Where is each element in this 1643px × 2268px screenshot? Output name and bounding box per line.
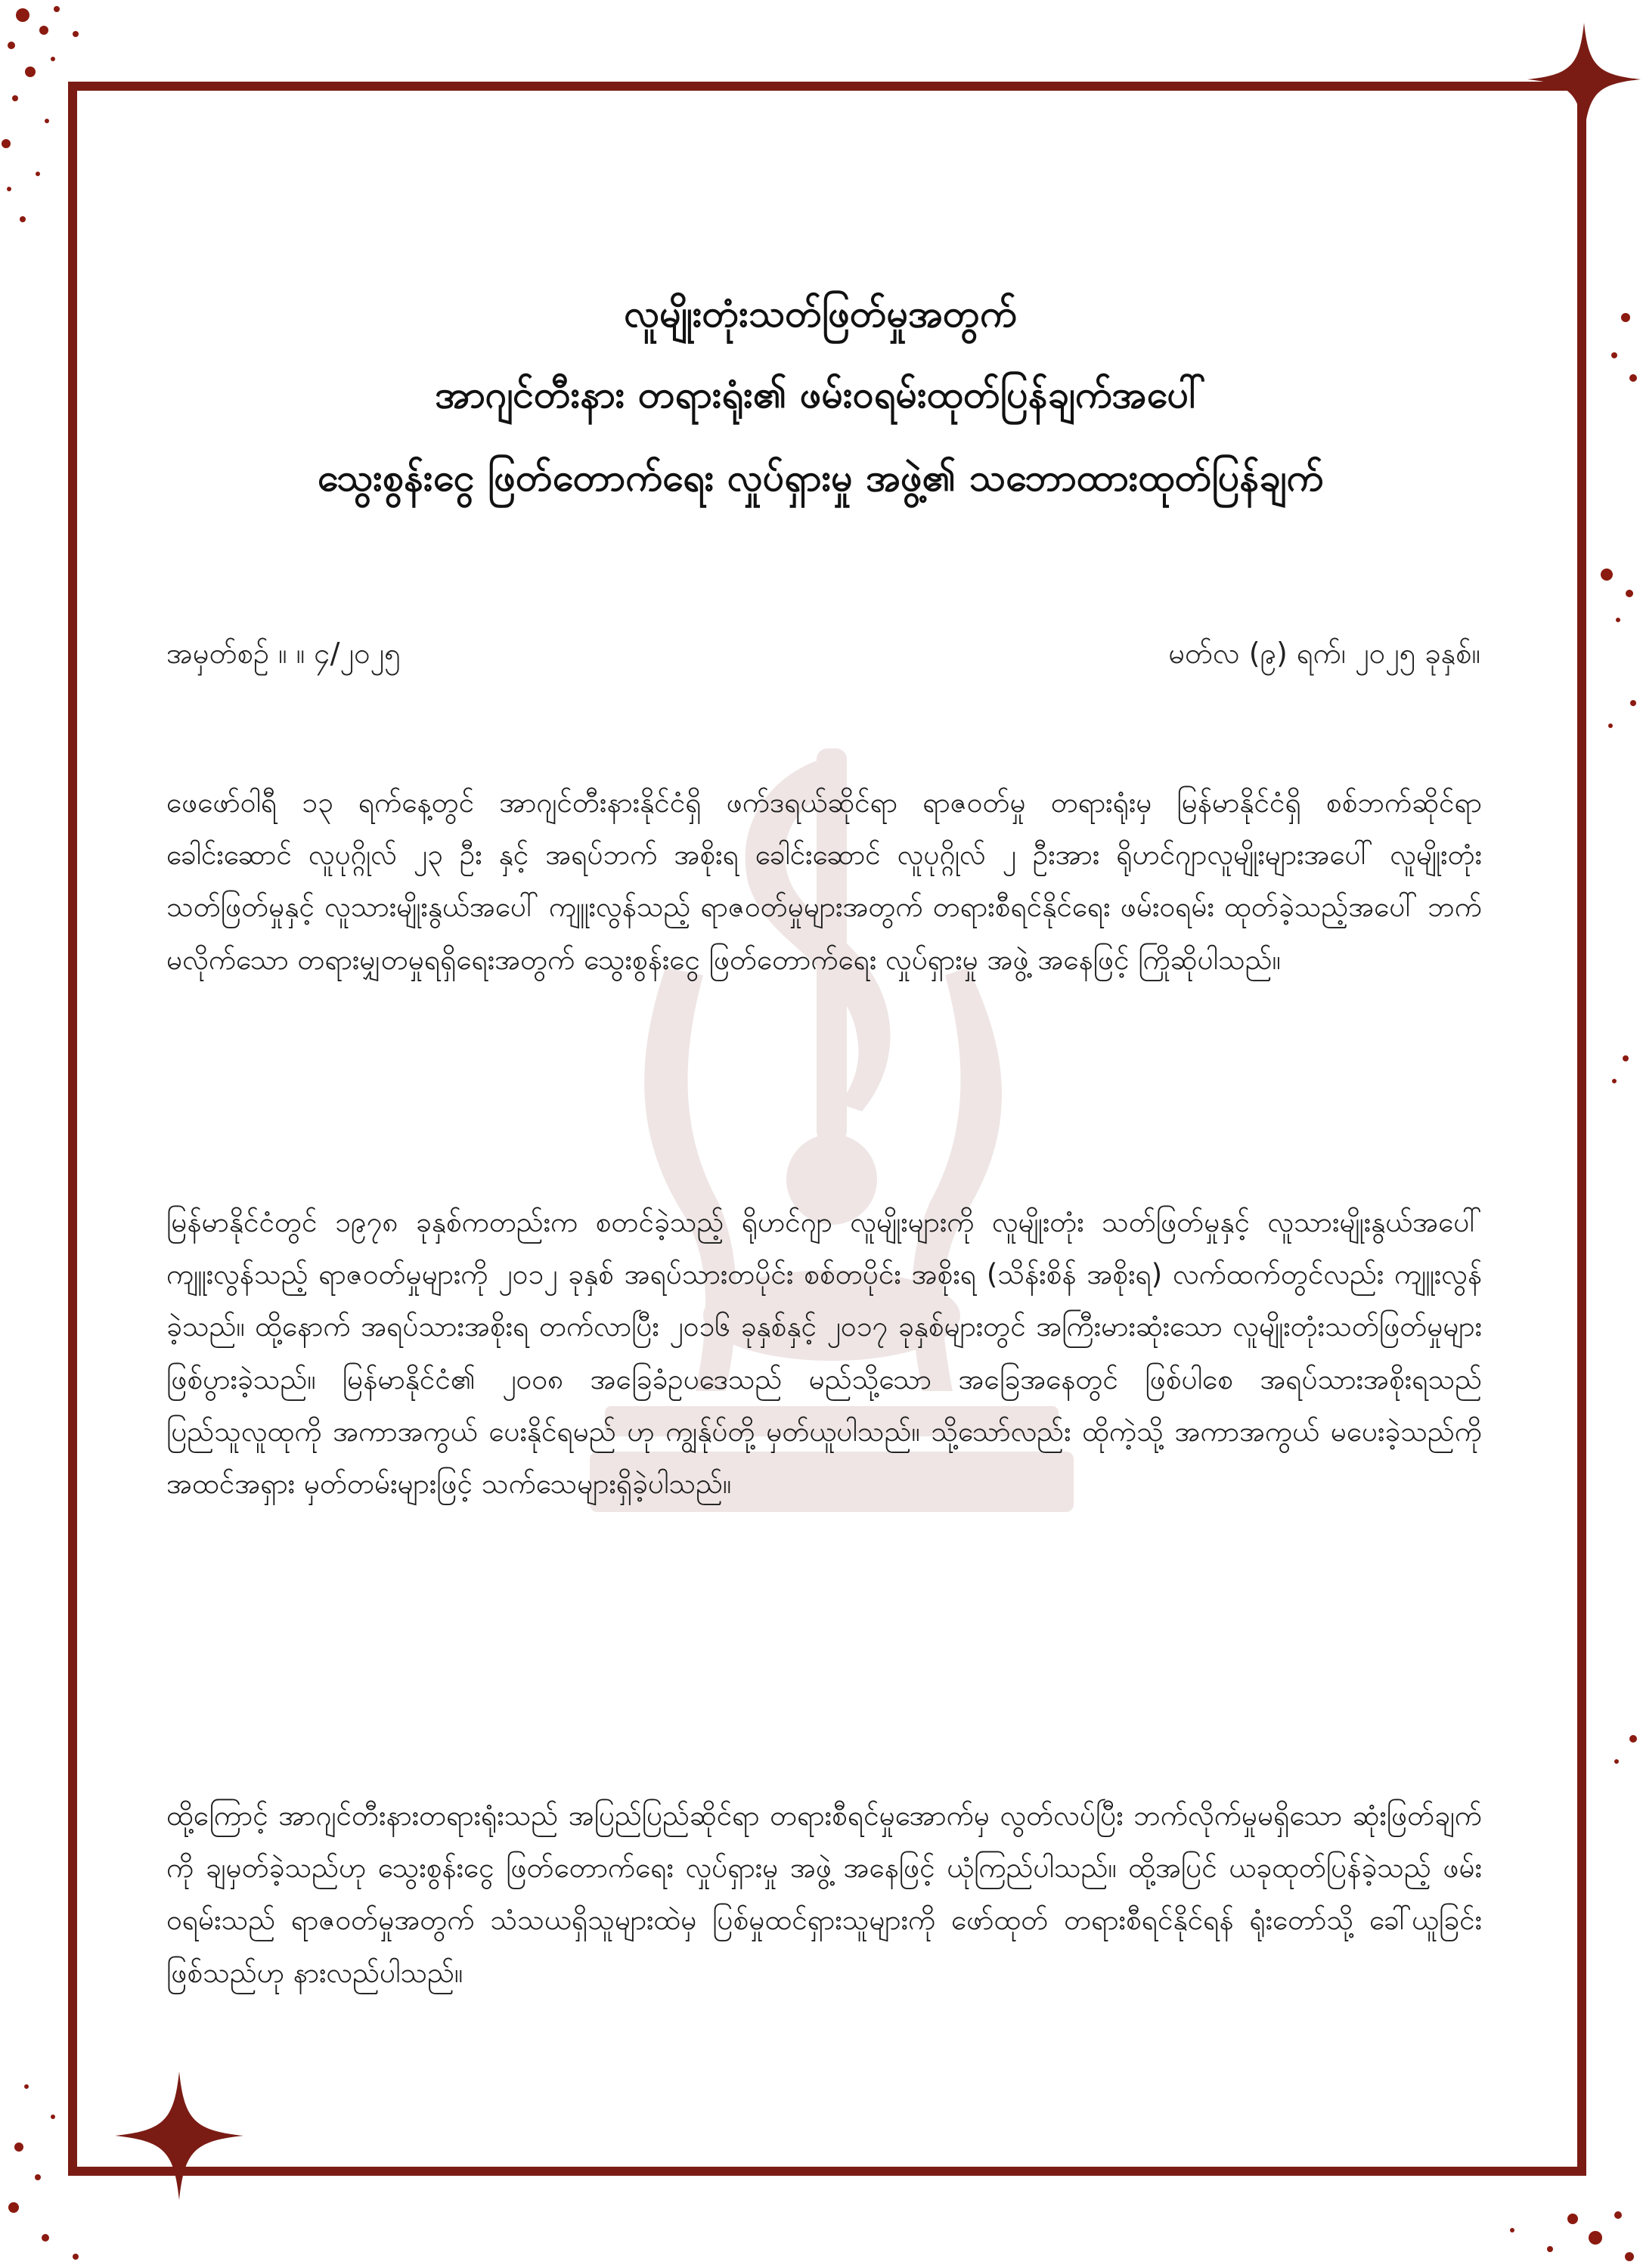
body-paragraph: မြန်မာနိုင်ငံတွင် ၁၉၇၈ ခုနှစ်ကတည်းက စတင်ခဲ့သည့် ရိုဟင်ဂျာ လူမျိုးများကို လူမျိုးတုံး သတ်ဖြတ်မှုနှင့် လူသားမျိုးနွယ်အပေါ် ကျူးလွန်သည့် ရာဇဝတ်မှုများကို ၂၀၁၂ ခုနှစ် အရပ်သားတပိုင်း စစ်တပိုင်း အစိုးရ (သိန်းစိန် အစိုးရ) လက်ထက်တွင်လည်း ကျူးလွန်ခဲ့သည်။ ထို့နောက် အရပ်သားအစိုးရ တက်လာပြီး ၂၀၁၆ ခုနှစ်နှင့် ၂၀၁၇ ခုနှစ်များတွင် အကြီးမားဆုံးသော လူမျိုးတုံးသတ်ဖြတ်မှုများ ဖြစ်ပွားခဲ့သည်။ မြန်မာနိုင်ငံ၏ ၂၀၀၈ အခြေခံဥပဒေသည် မည်သို့သော အခြေအနေတွင် ဖြစ်ပါစေ အရပ်သားအစိုးရသည် ပြည်သူလူထုကို အကာအကွယ် ပေးနိုင်ရမည် ဟု ကျွန်ုပ်တို့ မှတ်ယူပါသည်။ သို့သော်လည်း ထိုကဲ့သို့ အကာအကွယ် မပေးခဲ့သည်ကို အထင်အရှား မှတ်တမ်းများဖြင့် သက်သေများရှိခဲ့ပါသည်။ bbox=[166, 1206, 1482, 1500]
corner-star-icon bbox=[1527, 23, 1641, 136]
statement-date: မတ်လ (၉) ရက်၊ ၂၀၂၅ ခုနှစ်။ bbox=[1168, 637, 1480, 670]
body-paragraph: ထို့ကြောင့် အာဂျင်တီးနားတရားရုံးသည် အပြည်ပြည်ဆိုင်ရာ တရားစီရင်မှုအောက်မှ လွတ်လပ်ပြီး ဘက်လိုက်မှုမရှိသော ဆုံးဖြတ်ချက်ကို ချမှတ်ခဲ့သည်ဟု သွေးစွန်းငွေ ဖြတ်တောက်ရေး လှုပ်ရှားမှု အဖွဲ့ အနေဖြင့် ယုံကြည်ပါသည်။ ထို့အပြင် ယခုထုတ်ပြန်ခဲ့သည့် ဖမ်းဝရမ်းသည် ရာဇဝတ်မှုအတွက် သံသယရှိသူများထဲမှ ပြစ်မှုထင်ရှားသူများကို ဖော်ထုတ် တရားစီရင်နိုင်ရန် ရုံးတော်သို့ ခေါ်ယူခြင်းဖြစ်သည်ဟု နားလည်ပါသည်။ bbox=[166, 1799, 1482, 1989]
reference-number: အမှတ်စဉ် ။ ။ ၄/၂၀၂၅ bbox=[166, 637, 401, 670]
corner-star-icon bbox=[115, 2071, 243, 2200]
headline-line-2: အာဂျင်တီးနား တရားရုံး၏ ဖမ်းဝရမ်းထုတ်ပြန်ချက်အပေါ် bbox=[435, 373, 1206, 417]
headline-line-3: သွေးစွန်းငွေ ဖြတ်တောက်ရေး လှုပ်ရှားမှု အဖွဲ့၏ သဘောထားထုတ်ပြန်ချက် bbox=[317, 456, 1324, 500]
headline-line-1: လူမျိုးတုံးသတ်ဖြတ်မှုအတွက် bbox=[624, 292, 1017, 336]
body-paragraph: ဖေဖော်ဝါရီ ၁၃ ရက်နေ့တွင် အာဂျင်တီးနားနိုင်ငံရှိ ဖက်ဒရယ်ဆိုင်ရာ ရာဇဝတ်မှု တရားရုံးမှ မြန်မာနိုင်ငံရှိ စစ်ဘက်ဆိုင်ရာ ခေါင်းဆောင် လူပုဂ္ဂိုလ် ၂၃ ဦး နှင့် အရပ်ဘက် အစိုးရ ခေါင်းဆောင် လူပုဂ္ဂိုလ် ၂ ဦးအား ရိုဟင်ဂျာလူမျိုးများအပေါ် လူမျိုးတုံးသတ်ဖြတ်မှုနှင့် လူသားမျိုးနွယ်အပေါ် ကျူးလွန်သည့် ရာဇဝတ်မှုများအတွက် တရားစီရင်နိုင်ရေး ဖမ်းဝရမ်း ထုတ်ခဲ့သည့်အပေါ် ဘက်မလိုက်သော တရားမျှတမှုရရှိရေးအတွက် သွေးစွန်းငွေ ဖြတ်တောက်ရေး လှုပ်ရှားမှု အဖွဲ့ အနေဖြင့် ကြိုဆိုပါသည်။ bbox=[166, 786, 1482, 976]
